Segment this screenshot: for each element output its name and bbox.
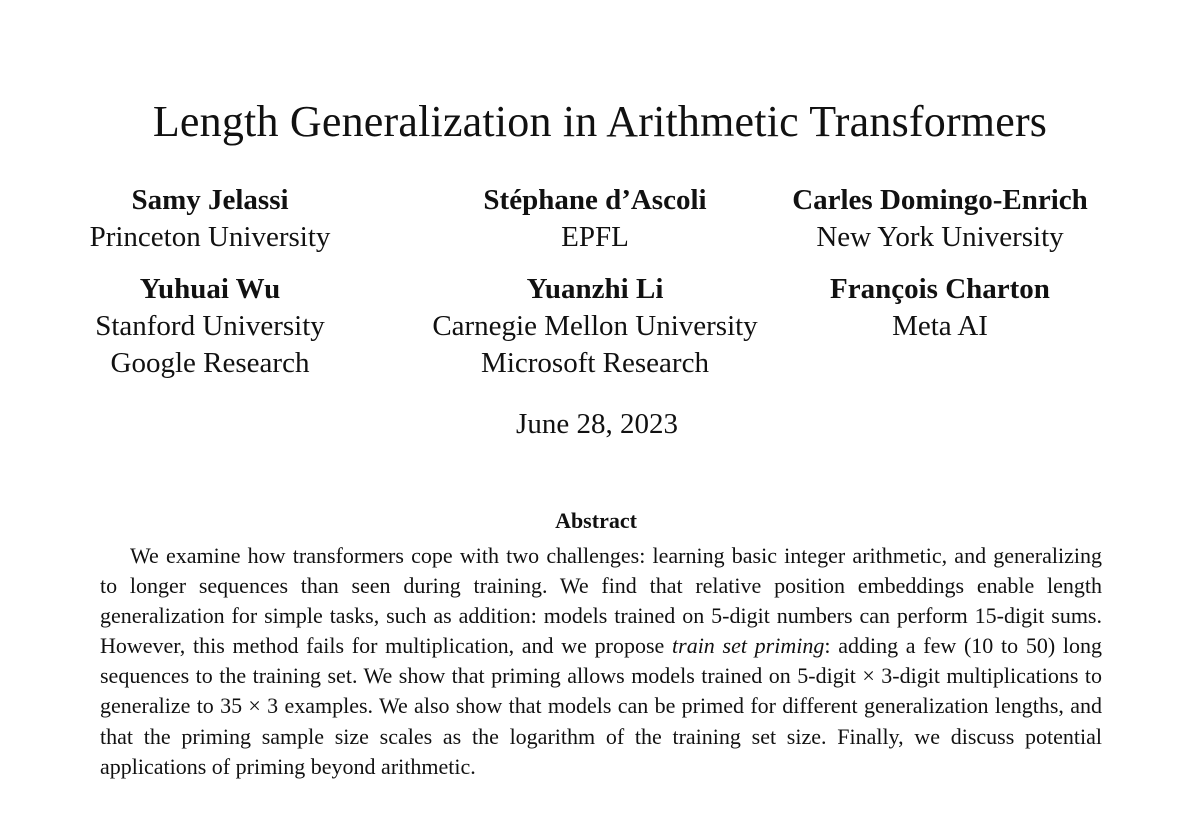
author-affiliation: Meta AI	[892, 310, 988, 342]
author-name: Carles Domingo-Enrich	[792, 184, 1088, 216]
paper-title: Length Generalization in Arithmetic Transformers	[152, 97, 1048, 146]
author-affiliation: Princeton University	[89, 221, 331, 253]
author-block	[395, 182, 795, 256]
abstract-emphasis: train set priming	[672, 633, 825, 659]
abstract-text	[100, 541, 1102, 782]
abstract-heading: Abstract	[555, 508, 637, 533]
author-block	[740, 182, 1140, 256]
author-name: Yuanzhi Li	[526, 273, 664, 305]
author-affiliation: Google Research	[110, 347, 310, 379]
abstract-text-part: : adding a few (10 to 50) long sequences to the training set. We show that priming allows models trained on 5-digit × 3-digit multiplications to generalize to 35 × 3 examples. We also show that models can be primed for different generalization lengths, and that the priming sample size scales as the logarithm of the training set size. Finally, we discuss potential applications of priming beyond arithmetic.	[100, 633, 1102, 779]
author-name: Stéphane d’Ascoli	[483, 184, 707, 216]
author-affiliation: Microsoft Research	[481, 347, 709, 379]
abstract-text-part: We examine how transformers cope with two challenges: learning basic integer arithmetic, and generalizing to longer sequences than seen during training. We find that relative position embeddings enable length generalization for simple tasks, such as addition: models trained on 5-digit numbers can perform 15-digit sums. However, this method fails for multiplication, and we propose	[100, 543, 1102, 659]
author-affiliation: EPFL	[561, 221, 629, 253]
author-affiliation: Carnegie Mellon University	[432, 310, 758, 342]
author-name: Yuhuai Wu	[139, 273, 281, 305]
author-affiliation: New York University	[816, 221, 1064, 253]
author-block	[740, 271, 1140, 345]
author-block	[30, 271, 390, 382]
author-name: François Charton	[830, 273, 1050, 305]
author-affiliation: Stanford University	[95, 310, 325, 342]
author-block	[30, 182, 390, 256]
publication-date: June 28, 2023	[516, 408, 678, 440]
author-block	[395, 271, 795, 382]
author-name: Samy Jelassi	[131, 184, 289, 216]
